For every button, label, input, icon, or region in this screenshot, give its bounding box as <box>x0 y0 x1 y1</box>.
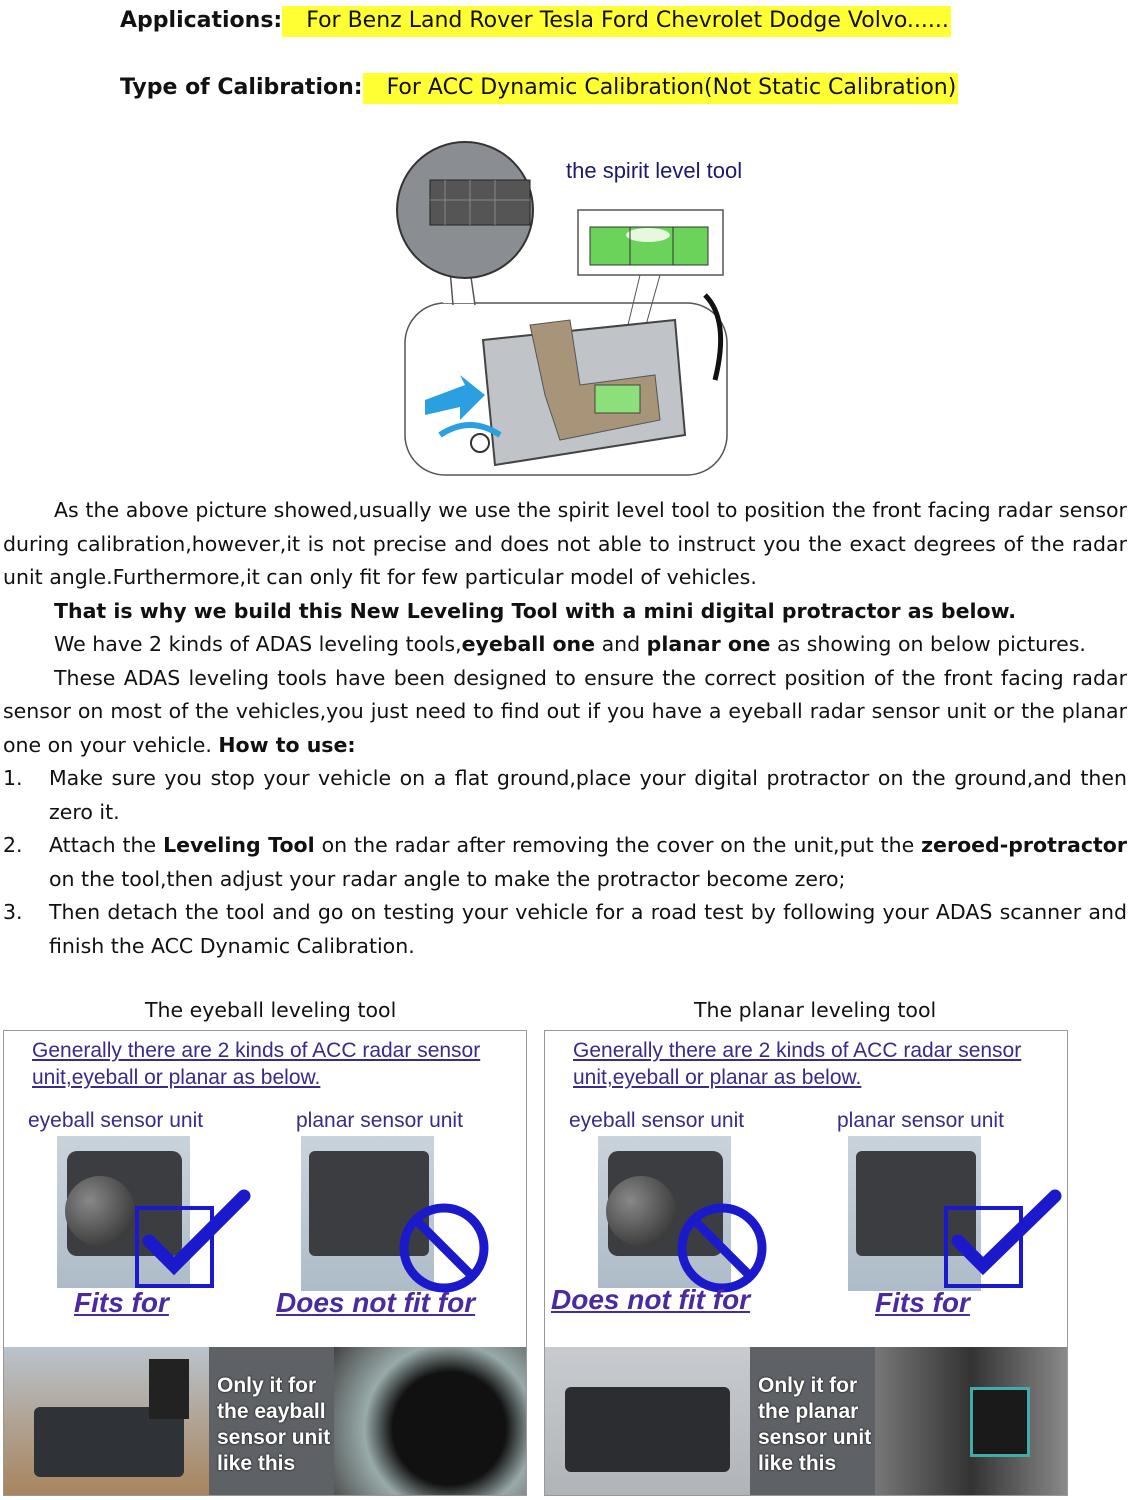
calibration-type-line: Type of Calibration: For ACC Dynamic Calibration(Not Static Calibration) <box>120 75 958 100</box>
fits-for-label: Fits for <box>74 1287 169 1318</box>
eyeball-tool-panel: Generally there are 2 kinds of ACC radar sensor unit,eyeball or planar as below. eyeball sensor unit planar sensor unit Fits for Does not fit for Only it for the eayball sensor unit like this <box>3 1030 527 1496</box>
applications-value: For Benz Land Rover Tesla Ford Chevrolet Dodge Volvo...... <box>282 6 951 37</box>
installed-sensor-photo <box>875 1347 1067 1495</box>
installed-sensor-photo <box>334 1347 526 1495</box>
intro-paragraph: As the above picture showed,usually we use the spirit level tool to position the front facing radar sensor during calibration,however,it is not precise and does not able to instruct you the exact degrees of the radar unit angle.Furthermore,it can only fit for few particular model of vehicles. <box>3 498 1127 589</box>
prohibited-icon <box>675 1201 770 1296</box>
step-2: 2. Attach the Leveling Tool on the radar after removing the cover on the unit,put the zeroed-protractor on the tool,then adjust your radar angle to make the protractor become zero; <box>3 833 1127 891</box>
instructions-text <box>3 494 1127 963</box>
spirit-level-diagram <box>385 135 765 480</box>
calibration-type-value: For ACC Dynamic Calibration(Not Static Calibration) <box>363 73 959 104</box>
fits-for-label: Fits for <box>875 1287 970 1318</box>
why-paragraph: That is why we build this New Leveling Tool with a mini digital protractor as below. <box>54 598 1017 623</box>
usage-note: Only it for the planar sensor unit like this <box>758 1374 872 1475</box>
leveling-tool-photo <box>4 1347 209 1495</box>
leveling-tool-photo <box>545 1347 750 1495</box>
usage-photo-strip <box>545 1347 1067 1495</box>
planar-tool-panel: Generally there are 2 kinds of ACC radar sensor unit,eyeball or planar as below. eyeball sensor unit planar sensor unit Does not fit for Fits for Only it for the planar sensor unit like this <box>544 1030 1068 1496</box>
does-not-fit-label: Does not fit for <box>276 1287 476 1318</box>
check-icon <box>134 1186 254 1291</box>
applications-line: Applications: For Benz Land Rover Tesla Ford Chevrolet Dodge Volvo...... <box>120 8 951 33</box>
eyeball-tool-caption: The eyeball leveling tool <box>145 998 397 1022</box>
prohibited-icon <box>397 1201 492 1296</box>
step-1: 1. Make sure you stop your vehicle on a flat ground,place your digital protractor on the ground,and then zero it. <box>3 766 1127 824</box>
design-paragraph: These ADAS leveling tools have been designed to ensure the correct position of the front facing radar sensor on most of the vehicles,you just need to find out if you have a eyeball radar sensor unit or the planar one on your vehicle. How to use: <box>3 665 1127 757</box>
check-icon <box>943 1186 1068 1291</box>
step-3: 3. Then detach the tool and go on testing your vehicle for a road test by following your ADAS scanner and finish the ACC Dynamic Calibration. <box>3 900 1127 958</box>
kinds-paragraph: We have 2 kinds of ADAS leveling tools,eyeball one and planar one as showing on below pictures. <box>54 632 1086 656</box>
diagram-caption: the spirit level tool <box>566 158 743 183</box>
planar-tool-caption: The planar leveling tool <box>694 998 937 1022</box>
usage-note: Only it for the eayball sensor unit like this <box>217 1374 331 1475</box>
does-not-fit-label: Does not fit for <box>551 1284 751 1315</box>
usage-photo-strip <box>4 1347 526 1495</box>
